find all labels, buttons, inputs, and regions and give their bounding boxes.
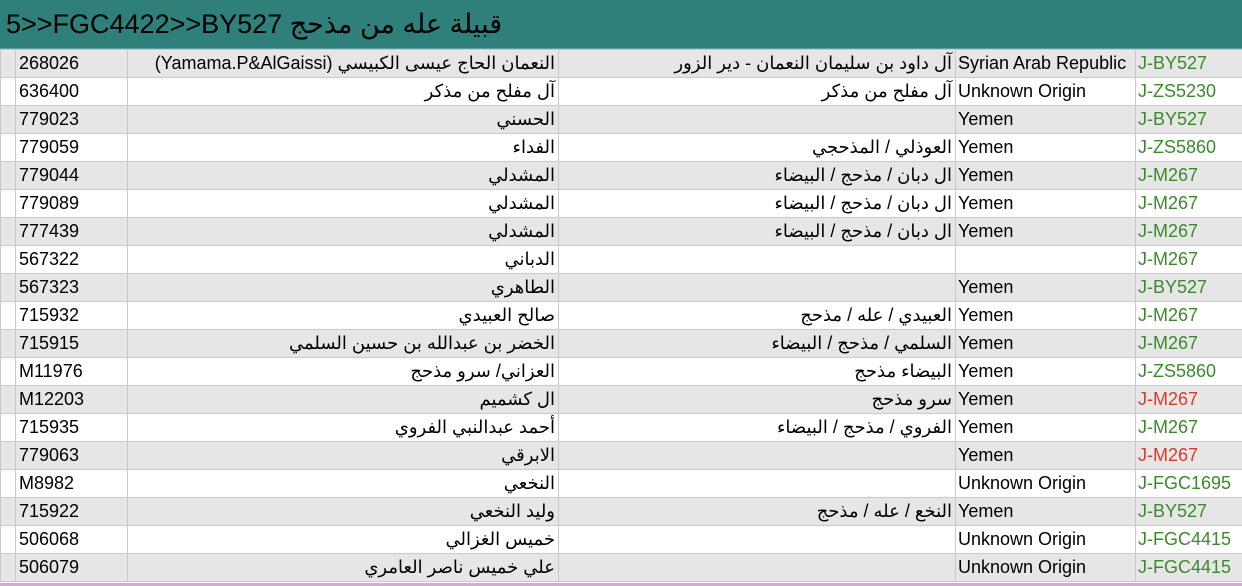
kit-number-cell[interactable]: 715935 bbox=[16, 414, 128, 442]
row-margin-cell[interactable] bbox=[1, 526, 16, 554]
table-row bbox=[1, 246, 1242, 274]
table-row bbox=[1, 498, 1242, 526]
country-cell[interactable]: Yemen bbox=[956, 442, 1136, 470]
name-cell[interactable]: الدباني bbox=[128, 246, 559, 274]
lineage-cell[interactable]: ال دبان / مذحج / البيضاء bbox=[559, 218, 956, 246]
lineage-cell[interactable] bbox=[559, 246, 956, 274]
country-cell[interactable]: Yemen bbox=[956, 106, 1136, 134]
table-row bbox=[1, 190, 1242, 218]
kit-number-cell[interactable]: 567322 bbox=[16, 246, 128, 274]
haplogroup-cell[interactable]: J-M267 bbox=[1136, 442, 1242, 470]
table-row bbox=[1, 78, 1242, 106]
kit-number-cell[interactable]: M11976 bbox=[16, 358, 128, 386]
lineage-cell[interactable]: العوذلي / المذحجي bbox=[559, 134, 956, 162]
lineage-cell[interactable]: النخع / عله / مذحج bbox=[559, 498, 956, 526]
row-margin-cell[interactable] bbox=[1, 386, 16, 414]
lineage-cell[interactable] bbox=[559, 470, 956, 498]
name-cell[interactable]: الخضر بن عبدالله بن حسين السلمي bbox=[128, 330, 559, 358]
country-cell[interactable]: Unknown Origin bbox=[956, 470, 1136, 498]
table-row bbox=[1, 526, 1242, 554]
name-cell[interactable]: خميس الغزالي bbox=[128, 526, 559, 554]
haplogroup-cell[interactable]: J-M267 bbox=[1136, 162, 1242, 190]
country-cell[interactable]: Yemen bbox=[956, 414, 1136, 442]
lineage-cell[interactable] bbox=[559, 442, 956, 470]
lineage-cell[interactable]: ال دبان / مذحج / البيضاء bbox=[559, 162, 956, 190]
lineage-cell[interactable]: الفروي / مذحج / البيضاء bbox=[559, 414, 956, 442]
kit-number-cell[interactable]: 715915 bbox=[16, 330, 128, 358]
table-row bbox=[1, 330, 1242, 358]
lineage-cell[interactable]: آل داود بن سليمان النعمان - دير الزور bbox=[559, 50, 956, 78]
lineage-cell[interactable] bbox=[559, 106, 956, 134]
country-cell[interactable]: Syrian Arab Republic bbox=[956, 50, 1136, 78]
table-row bbox=[1, 134, 1242, 162]
kit-number-cell[interactable]: 777439 bbox=[16, 218, 128, 246]
country-cell[interactable] bbox=[956, 246, 1136, 274]
lineage-cell[interactable]: سرو مذحج bbox=[559, 386, 956, 414]
lineage-cell[interactable]: آل مفلح من مذكر bbox=[559, 78, 956, 106]
lineage-cell[interactable] bbox=[559, 526, 956, 554]
row-margin-cell[interactable] bbox=[1, 498, 16, 526]
table-row bbox=[1, 50, 1242, 78]
table-row bbox=[1, 106, 1242, 134]
group-title: 5>>FGC4422>>BY527 قبيلة عله من مذحج bbox=[6, 9, 503, 39]
table-row bbox=[1, 302, 1242, 330]
kit-number-cell[interactable]: 636400 bbox=[16, 78, 128, 106]
table-row bbox=[1, 274, 1242, 302]
table-row bbox=[1, 218, 1242, 246]
lineage-cell[interactable]: العبيدي / عله / مذحج bbox=[559, 302, 956, 330]
table-row bbox=[1, 162, 1242, 190]
lineage-cell[interactable]: السلمي / مذحج / البيضاء bbox=[559, 330, 956, 358]
haplogroup-cell[interactable]: J-BY527 bbox=[1136, 498, 1242, 526]
country-cell[interactable]: Yemen bbox=[956, 134, 1136, 162]
name-cell[interactable]: آل مفلح من مذكر bbox=[128, 78, 559, 106]
kit-number-cell[interactable]: 715932 bbox=[16, 302, 128, 330]
row-margin-cell[interactable] bbox=[1, 554, 16, 582]
country-cell[interactable]: Unknown Origin bbox=[956, 526, 1136, 554]
kit-number-cell[interactable]: 268026 bbox=[16, 50, 128, 78]
country-cell[interactable]: Yemen bbox=[956, 358, 1136, 386]
country-cell[interactable]: Yemen bbox=[956, 386, 1136, 414]
haplogroup-cell[interactable]: J-ZS5230 bbox=[1136, 78, 1242, 106]
haplogroup-cell[interactable]: J-ZS5860 bbox=[1136, 358, 1242, 386]
haplogroup-cell[interactable]: J-M267 bbox=[1136, 330, 1242, 358]
kit-number-cell[interactable]: 779044 bbox=[16, 162, 128, 190]
haplogroup-cell[interactable]: J-ZS5860 bbox=[1136, 134, 1242, 162]
table-row bbox=[1, 358, 1242, 386]
row-margin-cell[interactable] bbox=[1, 134, 16, 162]
country-cell[interactable]: Yemen bbox=[956, 274, 1136, 302]
row-margin-cell[interactable] bbox=[1, 78, 16, 106]
lineage-cell[interactable]: البيضاء مذحج bbox=[559, 358, 956, 386]
kit-number-cell[interactable]: 506079 bbox=[16, 554, 128, 582]
row-margin-cell[interactable] bbox=[1, 358, 16, 386]
kit-table bbox=[0, 49, 1242, 582]
haplogroup-cell[interactable]: J-M267 bbox=[1136, 414, 1242, 442]
name-cell[interactable]: علي خميس ناصر العامري bbox=[128, 554, 559, 582]
row-margin-cell[interactable] bbox=[1, 442, 16, 470]
table-row bbox=[1, 442, 1242, 470]
haplogroup-cell[interactable]: J-FGC1695 bbox=[1136, 470, 1242, 498]
kit-number-cell[interactable]: 779089 bbox=[16, 190, 128, 218]
row-margin-cell[interactable] bbox=[1, 470, 16, 498]
haplogroup-cell[interactable]: J-BY527 bbox=[1136, 106, 1242, 134]
country-cell[interactable]: Yemen bbox=[956, 218, 1136, 246]
kit-number-cell[interactable]: M8982 bbox=[16, 470, 128, 498]
haplogroup-cell[interactable]: J-M267 bbox=[1136, 246, 1242, 274]
kit-number-cell[interactable]: M12203 bbox=[16, 386, 128, 414]
name-cell[interactable]: وليد النخعي bbox=[128, 498, 559, 526]
country-cell[interactable]: Yemen bbox=[956, 190, 1136, 218]
row-margin-cell[interactable] bbox=[1, 246, 16, 274]
name-cell[interactable]: صالح العبيدي bbox=[128, 302, 559, 330]
row-margin-cell[interactable] bbox=[1, 274, 16, 302]
row-margin-cell[interactable] bbox=[1, 50, 16, 78]
name-cell[interactable]: النعمان الحاج عيسى الكبيسي (Yamama.P&AlGaissi) bbox=[128, 50, 559, 78]
name-cell[interactable]: العزاني/ سرو مذحج bbox=[128, 358, 559, 386]
haplogroup-cell[interactable]: J-M267 bbox=[1136, 386, 1242, 414]
row-margin-cell[interactable] bbox=[1, 106, 16, 134]
country-cell[interactable]: Yemen bbox=[956, 498, 1136, 526]
name-cell[interactable]: المشدلي bbox=[128, 190, 559, 218]
country-cell[interactable]: Yemen bbox=[956, 330, 1136, 358]
haplogroup-cell[interactable]: J-M267 bbox=[1136, 302, 1242, 330]
haplogroup-cell[interactable]: J-M267 bbox=[1136, 190, 1242, 218]
haplogroup-cell[interactable]: J-BY527 bbox=[1136, 50, 1242, 78]
row-margin-cell[interactable] bbox=[1, 162, 16, 190]
haplogroup-cell[interactable]: J-FGC4415 bbox=[1136, 554, 1242, 582]
table-row bbox=[1, 470, 1242, 498]
row-margin-cell[interactable] bbox=[1, 330, 16, 358]
kit-number-cell[interactable]: 779059 bbox=[16, 134, 128, 162]
haplogroup-cell[interactable]: J-BY527 bbox=[1136, 274, 1242, 302]
kit-number-cell[interactable]: 779023 bbox=[16, 106, 128, 134]
lineage-cell[interactable] bbox=[559, 554, 956, 582]
name-cell[interactable]: أحمد عبدالنبي الفروي bbox=[128, 414, 559, 442]
row-margin-cell[interactable] bbox=[1, 302, 16, 330]
haplogroup-cell[interactable]: J-FGC4415 bbox=[1136, 526, 1242, 554]
country-cell[interactable]: Yemen bbox=[956, 162, 1136, 190]
kit-number-cell[interactable]: 506068 bbox=[16, 526, 128, 554]
name-cell[interactable]: الابرقي bbox=[128, 442, 559, 470]
name-cell[interactable]: الفداء bbox=[128, 134, 559, 162]
row-margin-cell[interactable] bbox=[1, 218, 16, 246]
kit-number-cell[interactable]: 779063 bbox=[16, 442, 128, 470]
lineage-cell[interactable] bbox=[559, 274, 956, 302]
country-cell[interactable]: Yemen bbox=[956, 302, 1136, 330]
group-title-row[interactable] bbox=[0, 0, 1242, 49]
table-row bbox=[1, 414, 1242, 442]
name-cell[interactable]: المشدلي bbox=[128, 162, 559, 190]
table-row bbox=[1, 386, 1242, 414]
country-cell[interactable]: Unknown Origin bbox=[956, 78, 1136, 106]
haplogroup-cell[interactable]: J-M267 bbox=[1136, 218, 1242, 246]
name-cell[interactable]: ال كشميم bbox=[128, 386, 559, 414]
name-cell[interactable]: الطاهري bbox=[128, 274, 559, 302]
table-row bbox=[1, 554, 1242, 582]
country-cell[interactable]: Unknown Origin bbox=[956, 554, 1136, 582]
row-margin-cell[interactable] bbox=[1, 414, 16, 442]
name-cell[interactable]: المشدلي bbox=[128, 218, 559, 246]
name-cell[interactable]: الحسني bbox=[128, 106, 559, 134]
name-cell[interactable]: النخعي bbox=[128, 470, 559, 498]
lineage-cell[interactable]: ال دبان / مذحج / البيضاء bbox=[559, 190, 956, 218]
kit-number-cell[interactable]: 567323 bbox=[16, 274, 128, 302]
kit-number-cell[interactable]: 715922 bbox=[16, 498, 128, 526]
row-margin-cell[interactable] bbox=[1, 190, 16, 218]
